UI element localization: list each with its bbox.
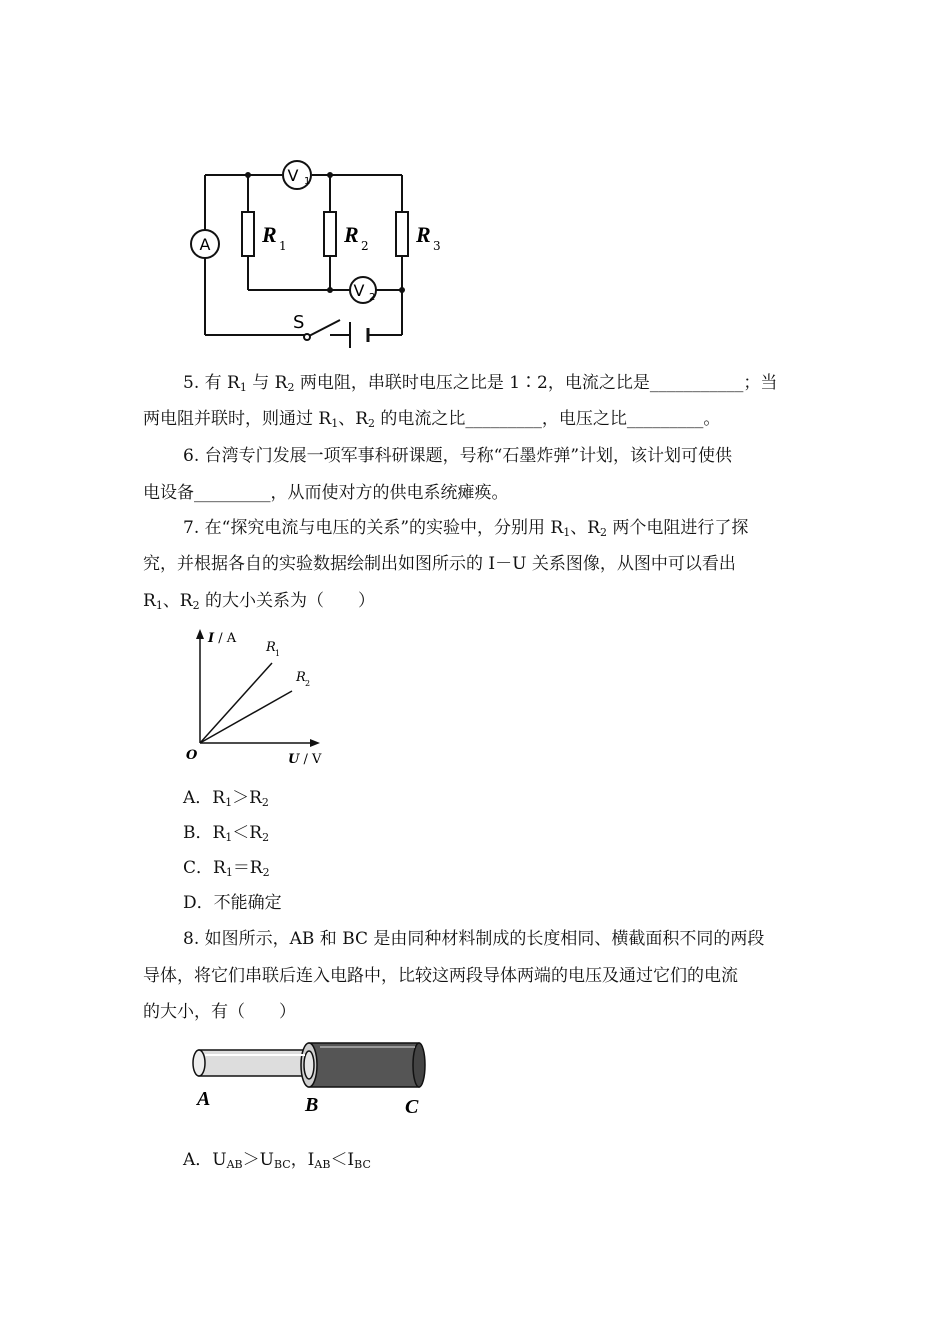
q7-line2: 究，并根据各自的实验数据绘制出如图所示的 I－U 关系图像，从图中可以看出 (143, 554, 736, 574)
graph-origin: O (186, 748, 198, 763)
q8-line1: 8. 如图所示，AB 和 BC 是由同种材料制成的长度相同、横截面积不同的两段 (183, 929, 765, 949)
conductor-figure (185, 1035, 445, 1125)
q6-line2: 电设备_________，从而使对方的供电系统瘫痪。 (143, 483, 509, 503)
q7-option-c[interactable]: C．$R_1=R_2$ (183, 858, 270, 879)
r2-sub: 2 (361, 239, 369, 253)
q8-option-a[interactable]: A．$U_{AB}>U_{BC}$，$I_{AB}<I_{BC}$ (183, 1150, 371, 1171)
r1-label: R (262, 222, 277, 247)
q5-line2: 两电阻并联时，则通过 $R_1$、$R_2$ 的电流之比_________，电压之比_________。 (143, 409, 721, 430)
q8-line3: 的大小，有（ ） (143, 1002, 296, 1022)
q7-option-a[interactable]: A．$R_1>R_2$ (183, 788, 269, 809)
r2-line (200, 691, 292, 743)
r1-line (200, 663, 272, 743)
graph-xlabel: U / V (288, 752, 322, 767)
r3-label: R (416, 222, 431, 247)
q7-option-b[interactable]: B．$R_1<R_2$ (183, 823, 270, 844)
label-b: B (305, 1094, 319, 1116)
label-a: A (197, 1088, 211, 1110)
q5-line1: 5. 有 $R_1$ 与 $R_2$ 两电阻，串联时电压之比是 1∶2，电流之比是___________；当 (183, 373, 778, 394)
r1-sub: 1 (279, 239, 287, 253)
switch-label: S (293, 312, 305, 333)
r3-sub: 3 (433, 239, 441, 253)
graph-r2-sub: 2 (305, 679, 311, 688)
graph-r2-label: R (296, 670, 306, 685)
q7-line1: 7. 在“探究电流与电压的关系”的实验中，分别用 $R_1$、$R_2$ 两个电阻进行了探 (183, 518, 749, 539)
ammeter-label: A (199, 235, 211, 254)
iu-graph (180, 625, 340, 770)
q8-line2: 导体，将它们串联后连入电路中，比较这两段导体两端的电压及通过它们的电流 (143, 966, 738, 986)
v1-label: V (287, 166, 299, 185)
x-arrow-icon (310, 739, 320, 747)
circuit-diagram (180, 150, 460, 360)
q7-option-d[interactable]: D．不能确定 (183, 893, 282, 913)
v1-sub: 1 (304, 176, 311, 187)
r2-label: R (344, 222, 359, 247)
v2-label: V (353, 281, 365, 300)
label-c: C (405, 1096, 419, 1118)
graph-r1-label: R (266, 640, 276, 655)
v2-sub: 2 (369, 292, 376, 303)
q7-line3: $R_1$、$R_2$ 的大小关系为（ ） (143, 591, 376, 612)
graph-ylabel: I / A (208, 631, 237, 646)
graph-r1-sub: 1 (275, 649, 281, 658)
q6-line1: 6. 台湾专门发展一项军事科研课题，号称“石墨炸弹”计划，该计划可使供 (183, 446, 733, 466)
y-arrow-icon (196, 629, 204, 639)
